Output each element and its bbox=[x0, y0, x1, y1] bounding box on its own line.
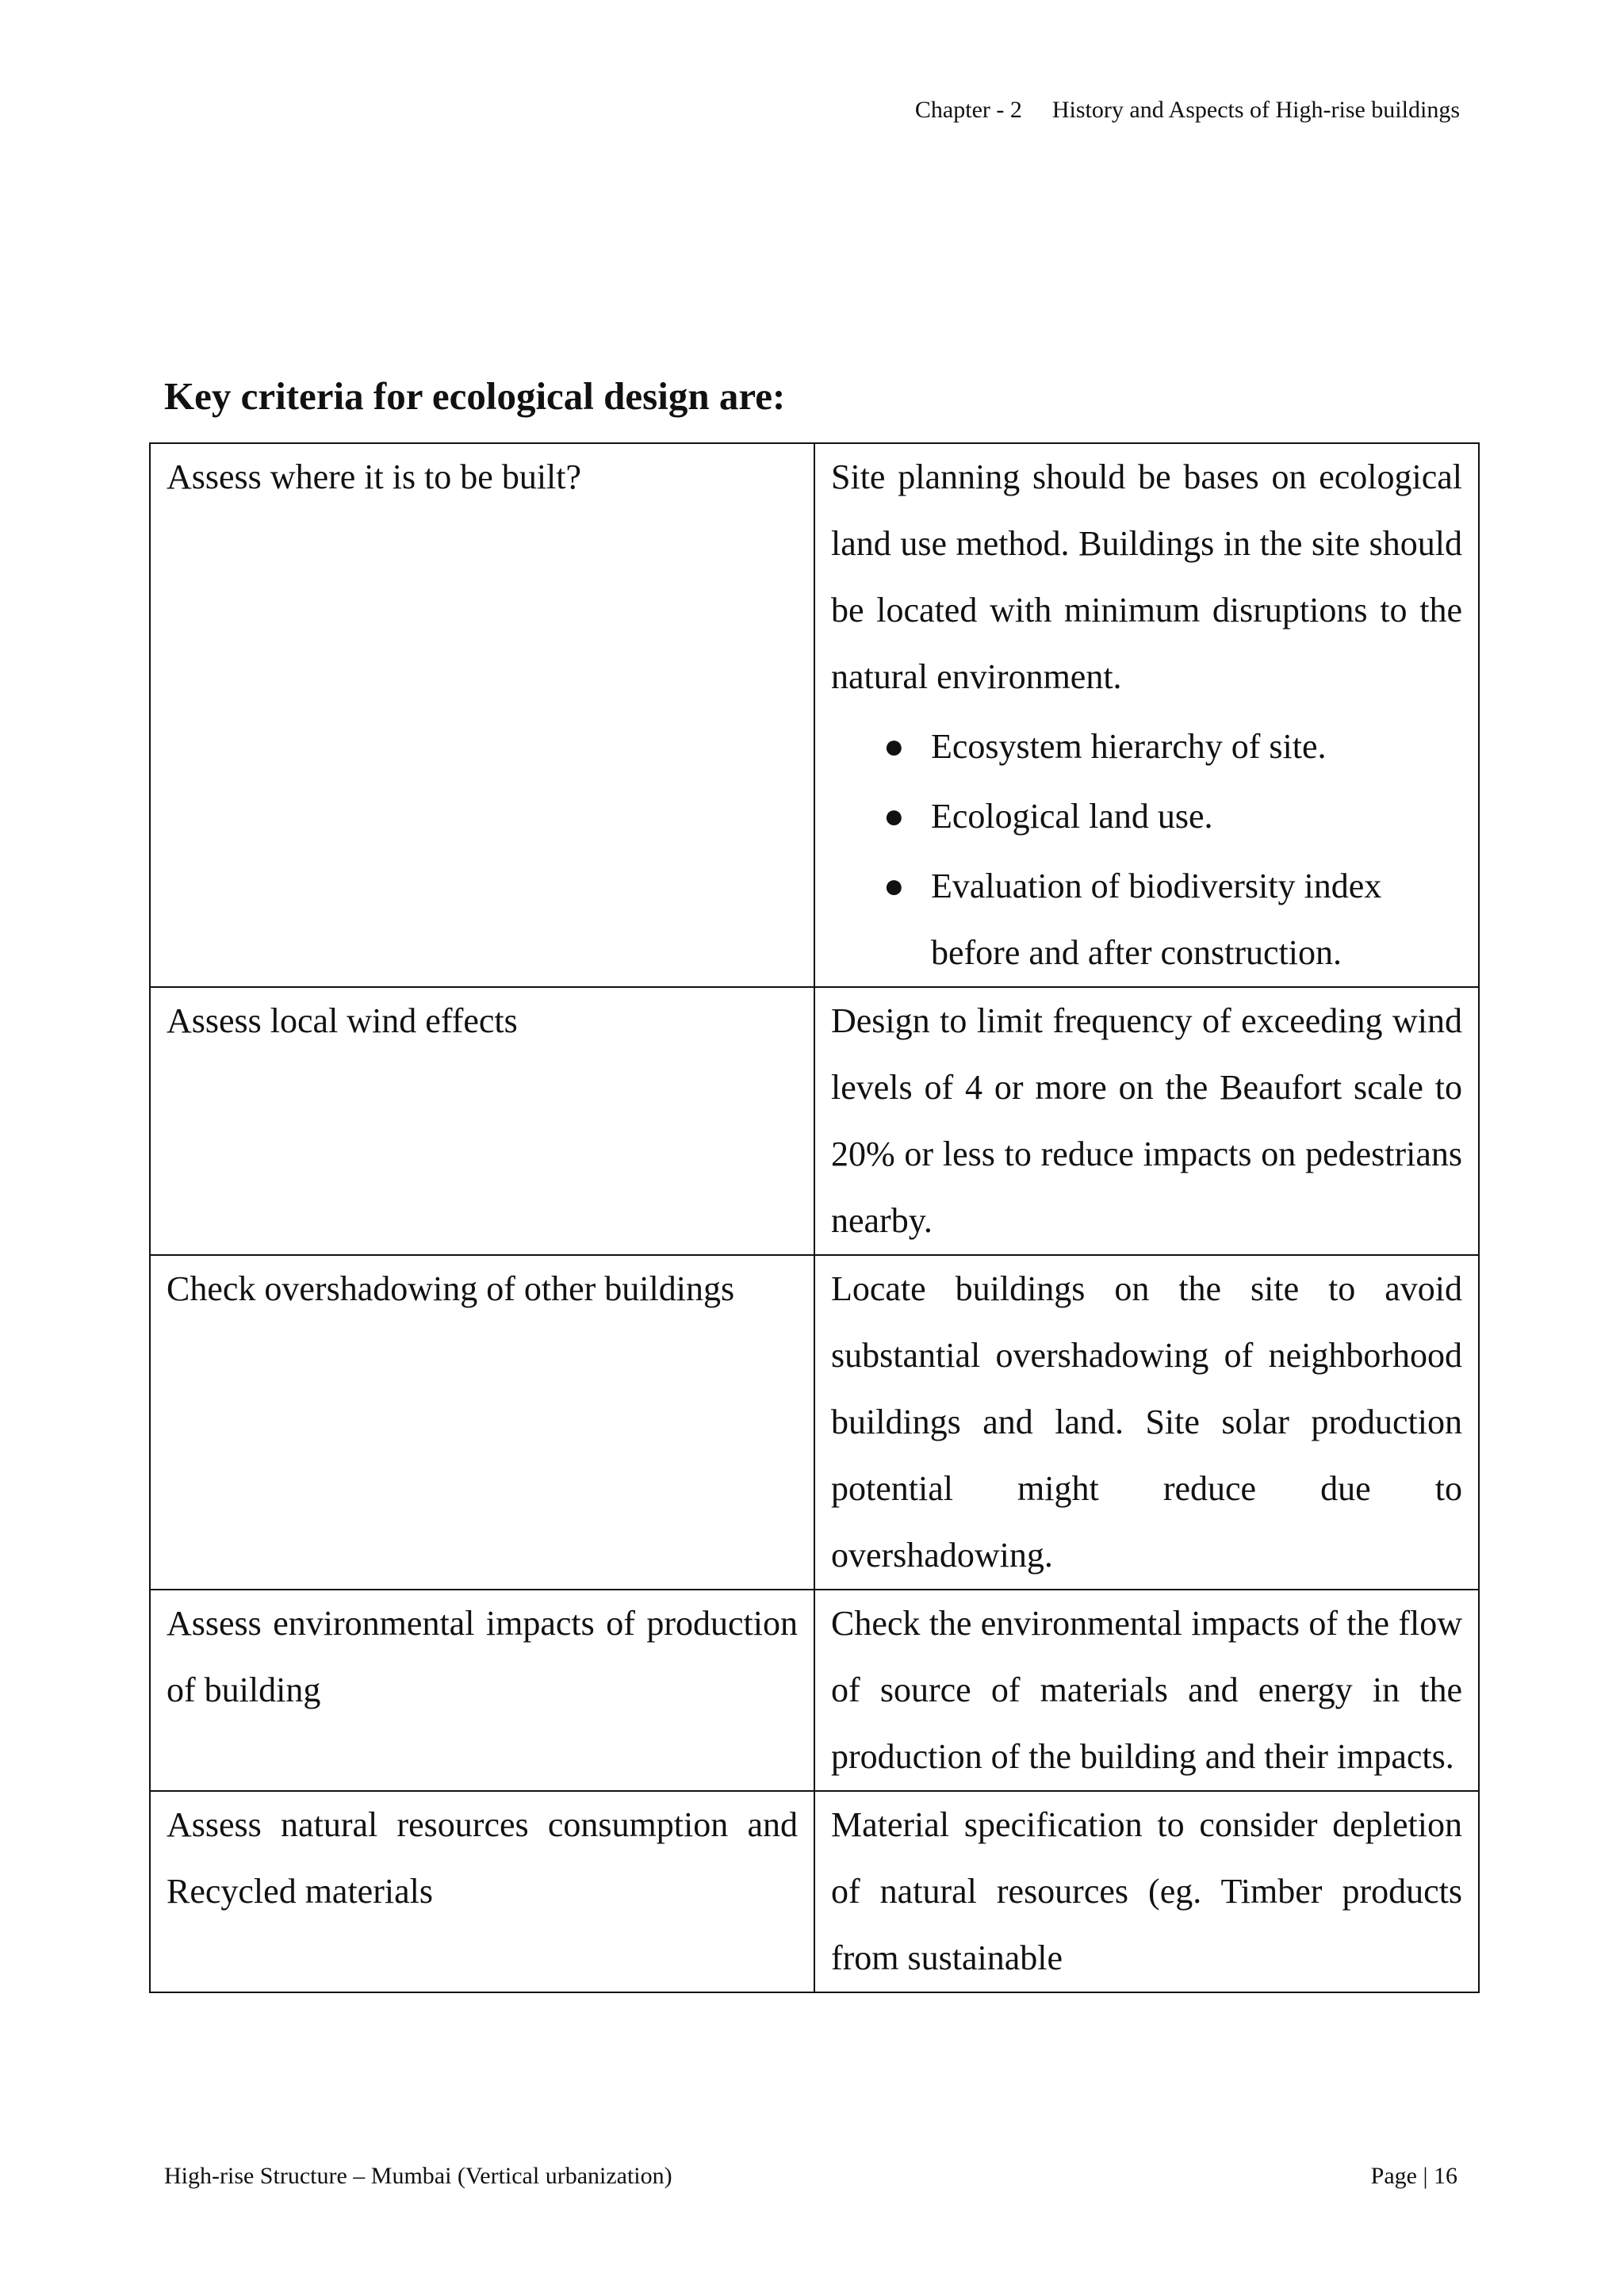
criterion-cell: Assess environmental impacts of production of building bbox=[150, 1590, 814, 1791]
header-chapter: Chapter - 2 bbox=[914, 97, 1022, 123]
running-header bbox=[915, 97, 1460, 124]
list-item bbox=[880, 853, 1462, 986]
criterion-cell: Assess local wind effects bbox=[150, 987, 814, 1255]
table-row bbox=[150, 1791, 1479, 1992]
header-title: History and Aspects of High-rise buildings bbox=[1051, 97, 1460, 123]
table-row bbox=[150, 1590, 1479, 1791]
bullet-icon: ● bbox=[883, 727, 905, 766]
description-cell: Check the environmental impacts of the flow of source of materials and energy in the production of the building and their impacts. bbox=[814, 1590, 1479, 1791]
list-item-text: Evaluation of biodiversity index before and after construction. bbox=[931, 867, 1382, 972]
table-row bbox=[150, 443, 1479, 987]
criterion-cell: Assess natural resources consumption and Recycled materials bbox=[150, 1791, 814, 1992]
description-cell: Design to limit frequency of exceeding wind levels of 4 or more on the Beaufort scale to 20% or less to reduce impacts on pedestrians nearby. bbox=[814, 987, 1479, 1255]
list-item bbox=[880, 783, 1462, 850]
section-title: Key criteria for ecological design are: bbox=[164, 374, 786, 418]
list-item-text: Ecosystem hierarchy of site. bbox=[931, 727, 1327, 766]
criterion-cell: Assess where it is to be built? bbox=[150, 443, 814, 987]
description-cell: Material specification to consider depletion of natural resources (eg. Timber products from sustainable bbox=[814, 1791, 1479, 1992]
footer-document-title: High-rise Structure – Mumbai (Vertical urbanization) bbox=[164, 2163, 672, 2189]
table-row bbox=[150, 1255, 1479, 1590]
description-text: Site planning should be bases on ecological land use method. Buildings in the site should be located with minimum disruptions to the natural environment. bbox=[831, 457, 1462, 696]
criteria-table bbox=[149, 442, 1480, 1993]
bullet-icon: ● bbox=[883, 797, 905, 836]
bullet-icon: ● bbox=[883, 867, 905, 905]
bullet-list bbox=[831, 714, 1462, 986]
criterion-cell: Check overshadowing of other buildings bbox=[150, 1255, 814, 1590]
list-item bbox=[880, 714, 1462, 780]
description-cell: Locate buildings on the site to avoid substantial overshadowing of neighborhood buildings and land. Site solar production potential might reduce due to overshadowing. bbox=[814, 1255, 1479, 1590]
footer-page-number: Page | 16 bbox=[1370, 2163, 1457, 2189]
table-row bbox=[150, 987, 1479, 1255]
list-item-text: Ecological land use. bbox=[931, 797, 1213, 836]
description-cell bbox=[814, 443, 1479, 987]
